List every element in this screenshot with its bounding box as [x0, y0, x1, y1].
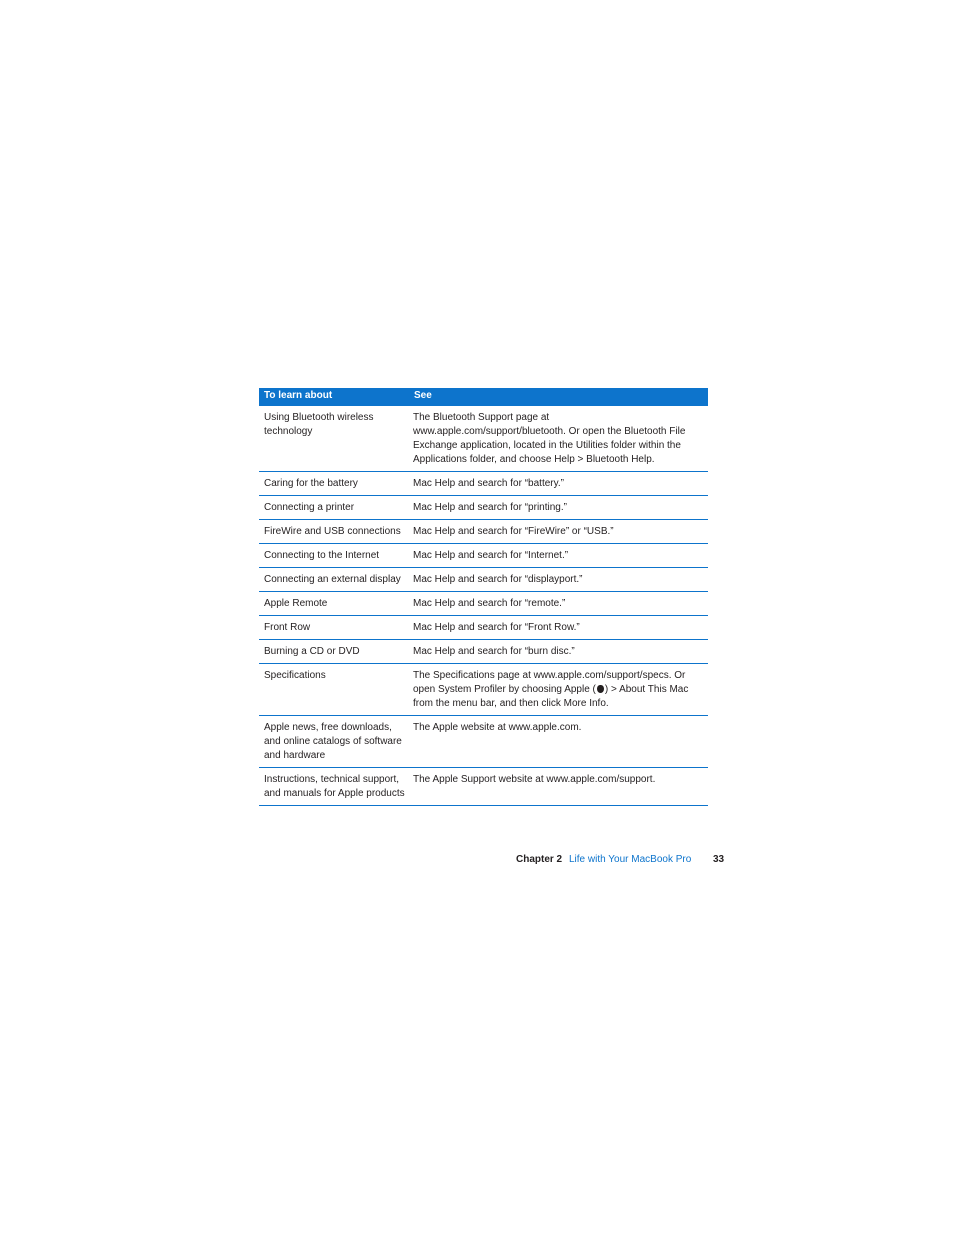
topic-cell: Front Row [259, 616, 409, 640]
apple-menu-icon [597, 685, 604, 693]
table-row [259, 664, 708, 716]
reference-table [259, 388, 708, 806]
chapter-label: Chapter 2 [516, 854, 563, 865]
table-row [259, 768, 708, 806]
page-number: 33 [713, 854, 725, 865]
table-row [259, 544, 708, 568]
table-row [259, 616, 708, 640]
see-cell: Mac Help and search for “printing.” [409, 496, 708, 520]
see-cell: Mac Help and search for “burn disc.” [409, 640, 708, 664]
table-row [259, 716, 708, 768]
table-header-row [259, 388, 708, 406]
chapter-title: Life with Your MacBook Pro [569, 854, 692, 865]
table-row [259, 496, 708, 520]
see-cell: Mac Help and search for “remote.” [409, 592, 708, 616]
topic-cell: Burning a CD or DVD [259, 640, 409, 664]
see-cell: Mac Help and search for “Front Row.” [409, 616, 708, 640]
table-row [259, 406, 708, 472]
table-row [259, 472, 708, 496]
topic-cell: Connecting an external display [259, 568, 409, 592]
see-text-after: ) > About This Mac from the menu bar, and then click More Info. [413, 684, 689, 709]
topic-cell: Connecting a printer [259, 496, 409, 520]
see-cell: Mac Help and search for “FireWire” or “USB.” [409, 520, 708, 544]
topic-cell: Using Bluetooth wireless technology [259, 406, 409, 472]
see-cell: The Bluetooth Support page at www.apple.com/support/bluetooth. Or open the Bluetooth File Exchange application, located in the Utilities folder within the Applications folder, and choose Help > Bluetooth Help. [409, 406, 708, 472]
topic-cell: Instructions, technical support, and manuals for Apple products [259, 768, 409, 806]
topic-cell: Caring for the battery [259, 472, 409, 496]
see-cell [409, 664, 708, 716]
see-text-before: The Specifications page at www.apple.com/support/specs. Or open System Profiler by choosing Apple ( [413, 670, 686, 695]
topic-cell: Specifications [259, 664, 409, 716]
table-row [259, 568, 708, 592]
column-header-see: See [409, 388, 708, 406]
topic-cell: Apple Remote [259, 592, 409, 616]
column-header-topic: To learn about [259, 388, 409, 406]
see-cell: Mac Help and search for “Internet.” [409, 544, 708, 568]
see-cell: Mac Help and search for “battery.” [409, 472, 708, 496]
see-cell: The Apple website at www.apple.com. [409, 716, 708, 768]
see-cell: Mac Help and search for “displayport.” [409, 568, 708, 592]
table-row [259, 592, 708, 616]
topic-cell: Connecting to the Internet [259, 544, 409, 568]
see-cell: The Apple Support website at www.apple.com/support. [409, 768, 708, 806]
table-row [259, 520, 708, 544]
topic-cell: Apple news, free downloads, and online catalogs of software and hardware [259, 716, 409, 768]
table-row [259, 640, 708, 664]
topic-cell: FireWire and USB connections [259, 520, 409, 544]
